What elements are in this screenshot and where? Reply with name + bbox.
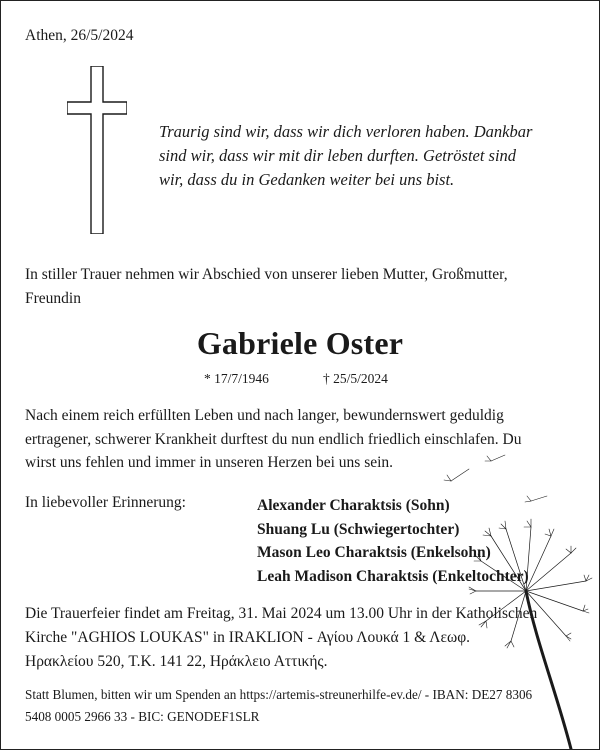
farewell-line: wirst uns fehlen und immer in unseren Herzen bei uns sein. [25,454,394,471]
condolence-quote [159,120,579,192]
ceremony-line: Die Trauerfeier findet am Freitag, 31. Mai 2024 um 13.00 Uhr in der Katholischen [25,605,538,622]
farewell-line: ertragener, schwerer Krankheit durftest du nun endlich friedlich einschlafen. Du [25,430,522,448]
farewell-line: Nach einem reich erfüllten Leben und nach langer, bewundernswert geduldig [25,407,504,424]
mourner-name: Mason Leo Charaktsis (Enkelsohn) [257,544,491,561]
donation-info [25,684,585,728]
mourner-name: Alexander Charaktsis (Sohn) [257,497,450,514]
ceremony-line: Ηρακλείου 520, T.K. 141 22, Ηράκλειο Αττικής. [25,653,328,670]
memory-label: In liebevoller Erinnerung: [25,494,186,511]
quote-line: wir, dass du in Gedanken weiter bei uns bist. [159,170,455,189]
death-date: † 25/5/2024 [323,371,388,386]
intro-text [25,263,577,311]
quote-line: Traurig sind wir, dass wir dich verloren haben. Dankbar [159,122,533,141]
mourners-list [257,494,529,588]
birth-date: * 17/7/1946 [204,371,269,386]
intro-line: Freundin [25,290,81,307]
intro-line: In stiller Trauer nehmen wir Abschied von unserer lieben Mutter, Großmutter, [25,266,508,283]
donation-line: 5408 0005 2966 33 - BIC: GENODEF1SLR [25,709,260,724]
place-date: Athen, 26/5/2024 [25,27,134,44]
farewell-text [25,404,577,475]
ceremony-line: Kirche "AGHIOS LOUKAS" in IRAKLION - Αγίου Λουκά 1 & Λεωφ. [25,629,471,646]
mourner-name: Leah Madison Charaktsis (Enkeltochter) [257,567,529,585]
deceased-name: Gabriele Oster [196,325,404,361]
ceremony-info [25,602,565,674]
cross-icon [67,66,127,234]
quote-line: sind wir, dass wir mit dir leben durften. Getröstet sind [159,146,517,165]
mourner-name: Shuang Lu (Schwiegertochter) [257,520,460,538]
donation-line: Statt Blumen, bitten wir um Spenden an https://artemis-streunerhilfe-ev.de/ - IBAN: DE27 8306 [25,687,533,702]
